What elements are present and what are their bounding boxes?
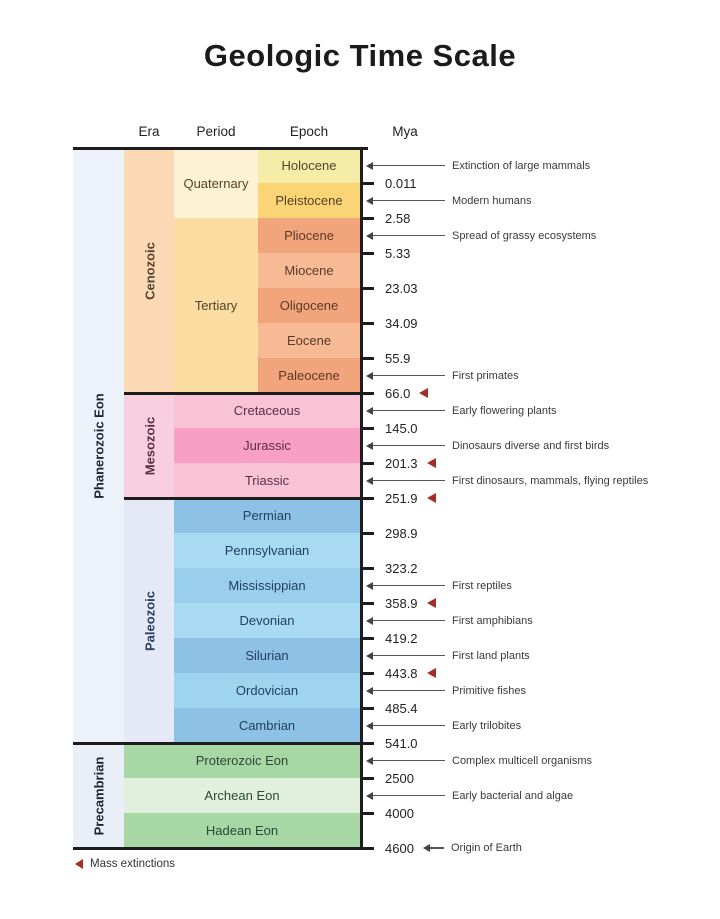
epoch-cell-miocene: Miocene <box>258 253 360 288</box>
annotation-arrow-icon <box>366 372 373 380</box>
mya-value-0.011 <box>385 174 417 192</box>
legend-label: Mass extinctions <box>90 858 176 870</box>
era-boundary-line <box>73 847 368 850</box>
annotation-label: First land plants <box>452 649 530 662</box>
annotation-arrow-line <box>373 760 445 761</box>
annotation-label: Extinction of large mammals <box>452 159 591 172</box>
mya-tick-251.9 <box>360 497 374 500</box>
eon-label-phanerozoic-eon: Phanerozoic Eon <box>91 392 106 499</box>
mass-extinction-marker <box>427 493 436 503</box>
mya-value-text: 2500 <box>385 770 414 786</box>
annotation-arrow-icon <box>366 442 373 450</box>
annotation-label: Primitive fishes <box>452 684 526 697</box>
annotation-arrow-line <box>373 200 445 201</box>
mya-tick-34.09 <box>360 322 374 325</box>
annotation-extinction-of-large-mammals <box>366 159 590 173</box>
mya-tick-201.3 <box>360 462 374 465</box>
mya-value-145.0 <box>385 419 418 437</box>
mya-value-text: 485.4 <box>385 700 418 716</box>
annotation-arrow-icon <box>366 722 373 730</box>
epoch-cell-paleocene: Paleocene <box>258 358 360 393</box>
mya-value-text: 4600 <box>385 840 414 856</box>
annotation-label: First reptiles <box>452 579 512 592</box>
mya-value-text: 23.03 <box>385 280 418 296</box>
mya-value-443.8 <box>385 664 436 682</box>
era-boundary-line <box>124 392 363 395</box>
era-boundary-line <box>124 497 363 500</box>
mya-value-541.0 <box>385 734 418 752</box>
era-boundary-line <box>73 147 368 150</box>
mya-value-text: 251.9 <box>385 490 418 506</box>
mya-value-text: 0.011 <box>385 175 417 191</box>
period-cell-pennsylvanian: Pennsylvanian <box>174 533 360 568</box>
epoch-cell-eocene: Eocene <box>258 323 360 358</box>
mya-value-text: 541.0 <box>385 735 418 751</box>
annotation-label: Early bacterial and algae <box>452 789 574 802</box>
epoch-cell-pleistocene: Pleistocene <box>258 183 360 218</box>
annotation-arrow-line <box>373 725 445 726</box>
period-cell-proterozoic-eon: Proterozoic Eon <box>124 743 360 778</box>
mya-tick-419.2 <box>360 637 374 640</box>
annotation-arrow-icon <box>366 162 373 170</box>
page-title: Geologic Time Scale <box>203 38 517 73</box>
annotation-spread-of-grassy-ecosystems <box>366 229 596 243</box>
mya-value-201.3 <box>385 454 436 472</box>
mya-tick-145.0 <box>360 427 374 430</box>
mya-value-251.9 <box>385 489 436 507</box>
annotation-first-land-plants <box>366 649 530 663</box>
period-cell-devonian: Devonian <box>174 603 360 638</box>
mya-value-55.9 <box>385 349 410 367</box>
annotation-arrow-icon <box>366 652 373 660</box>
annotation-complex-multicell-organisms <box>366 754 592 768</box>
mya-tick-323.2 <box>360 567 374 570</box>
mya-tick-4600 <box>360 847 374 850</box>
mass-extinction-marker <box>419 388 428 398</box>
annotation-first-amphibians <box>366 614 533 628</box>
mya-tick-541.0 <box>360 742 374 745</box>
annotation-arrow-icon <box>366 792 373 800</box>
column-header-mya: Mya <box>392 123 418 139</box>
mya-value-text: 2.58 <box>385 210 411 226</box>
period-cell-mississippian: Mississippian <box>174 568 360 603</box>
annotation-arrow-line <box>373 375 445 376</box>
column-header-epoch: Epoch <box>289 123 329 139</box>
annotation-label: Origin of Earth <box>451 842 522 854</box>
mya-value-text: 298.9 <box>385 525 418 541</box>
mass-extinction-marker <box>427 598 436 608</box>
mya-value-text: 443.8 <box>385 665 418 681</box>
annotation-arrow-icon <box>366 232 373 240</box>
annotation-first-dinosaurs-mammals-flying-reptiles <box>366 474 648 488</box>
annotation-label: Early flowering plants <box>452 404 557 417</box>
mya-value-text: 419.2 <box>385 630 418 646</box>
mass-extinction-marker <box>427 668 436 678</box>
mya-value-2.58 <box>385 209 410 227</box>
era-boundary-line <box>73 742 363 745</box>
period-cell-quaternary: Quaternary <box>174 148 258 218</box>
mass-extinction-icon <box>75 859 83 869</box>
mya-value-text: 34.09 <box>385 315 418 331</box>
mya-value-66.0 <box>385 384 428 402</box>
era-label-cenozoic: Cenozoic <box>141 241 157 300</box>
mya-tick-358.9 <box>360 602 374 605</box>
mya-tick-4000 <box>360 812 374 815</box>
mya-value-4600 <box>385 839 414 857</box>
mya-tick-443.8 <box>360 672 374 675</box>
mya-tick-55.9 <box>360 357 374 360</box>
annotation-early-flowering-plants <box>366 404 557 418</box>
mya-value-text: 323.2 <box>385 560 418 576</box>
mya-value-4000 <box>385 804 414 822</box>
annotation-arrow-icon <box>366 197 373 205</box>
annotation-arrow-line <box>373 690 445 691</box>
mya-value-2500 <box>385 769 414 787</box>
period-cell-jurassic: Jurassic <box>174 428 360 463</box>
mya-tick-5.33 <box>360 252 374 255</box>
period-cell-permian: Permian <box>174 498 360 533</box>
annotation-label: Modern humans <box>452 194 532 207</box>
column-header-period: Period <box>196 123 236 139</box>
period-cell-triassic: Triassic <box>174 463 360 498</box>
mya-value-text: 201.3 <box>385 455 418 471</box>
mya-value-358.9 <box>385 594 436 612</box>
annotation-arrow-icon <box>423 844 430 852</box>
annotation-label: Early trilobites <box>452 719 522 732</box>
mya-tick-485.4 <box>360 707 374 710</box>
era-label-paleozoic: Paleozoic <box>141 590 157 651</box>
annotation-arrow-line <box>373 655 445 656</box>
mya-value-text: 55.9 <box>385 350 411 366</box>
period-cell-cretaceous: Cretaceous <box>174 393 360 428</box>
annotation-origin-of-earth <box>423 841 522 855</box>
mya-value-485.4 <box>385 699 418 717</box>
mya-value-323.2 <box>385 559 418 577</box>
annotation-first-primates <box>366 369 519 383</box>
period-cell-silurian: Silurian <box>174 638 360 673</box>
annotation-arrow-line <box>373 165 445 166</box>
mass-extinction-marker <box>427 458 436 468</box>
mya-tick-66.0 <box>360 392 374 395</box>
legend-mass-extinctions <box>75 858 175 870</box>
annotation-arrow-line <box>373 480 445 481</box>
annotation-arrow-icon <box>366 477 373 485</box>
period-cell-cambrian: Cambrian <box>174 708 360 743</box>
annotation-arrow-line <box>373 585 445 586</box>
epoch-cell-pliocene: Pliocene <box>258 218 360 253</box>
epoch-cell-oligocene: Oligocene <box>258 288 360 323</box>
annotation-arrow-line <box>373 445 445 446</box>
mya-value-298.9 <box>385 524 418 542</box>
mya-tick-298.9 <box>360 532 374 535</box>
annotation-arrow-icon <box>366 617 373 625</box>
annotation-arrow-line <box>373 410 445 411</box>
mya-tick-23.03 <box>360 287 374 290</box>
annotation-arrow-icon <box>366 407 373 415</box>
mya-value-419.2 <box>385 629 418 647</box>
annotation-label: First amphibians <box>452 614 533 627</box>
annotation-label: Spread of grassy ecosystems <box>452 229 597 242</box>
annotation-first-reptiles <box>366 579 512 593</box>
annotation-arrow-icon <box>366 582 373 590</box>
annotation-label: Complex multicell organisms <box>452 754 592 767</box>
annotation-arrow-line <box>430 847 444 848</box>
annotation-label: Dinosaurs diverse and first birds <box>452 439 610 452</box>
mya-value-text: 5.33 <box>385 245 411 261</box>
mya-value-text: 4000 <box>385 805 414 821</box>
period-cell-ordovician: Ordovician <box>174 673 360 708</box>
mya-value-34.09 <box>385 314 418 332</box>
period-cell-tertiary: Tertiary <box>174 218 258 393</box>
annotation-modern-humans <box>366 194 532 208</box>
annotation-arrow-line <box>373 620 445 621</box>
annotation-early-trilobites <box>366 719 521 733</box>
annotation-arrow-line <box>373 795 445 796</box>
mya-tick-2.58 <box>360 217 374 220</box>
annotation-label: First primates <box>452 369 519 382</box>
period-cell-hadean-eon: Hadean Eon <box>124 813 360 848</box>
column-header-era: Era <box>138 123 160 139</box>
annotation-early-bacterial-and-algae <box>366 789 573 803</box>
mya-value-23.03 <box>385 279 418 297</box>
annotation-arrow-line <box>373 235 445 236</box>
eon-label-precambrian: Precambrian <box>91 756 106 835</box>
annotation-dinosaurs-diverse-and-first-birds <box>366 439 609 453</box>
epoch-cell-holocene: Holocene <box>258 148 360 183</box>
period-cell-archean-eon: Archean Eon <box>124 778 360 813</box>
mya-tick-2500 <box>360 777 374 780</box>
era-label-mesozoic: Mesozoic <box>141 416 157 475</box>
annotation-label: First dinosaurs, mammals, flying reptiles <box>452 474 649 487</box>
mya-value-5.33 <box>385 244 410 262</box>
mya-value-text: 358.9 <box>385 595 418 611</box>
annotation-primitive-fishes <box>366 684 526 698</box>
annotation-arrow-icon <box>366 757 373 765</box>
annotation-arrow-icon <box>366 687 373 695</box>
mya-value-text: 145.0 <box>385 420 418 436</box>
mya-tick-0.011 <box>360 182 374 185</box>
mya-value-text: 66.0 <box>385 385 411 401</box>
